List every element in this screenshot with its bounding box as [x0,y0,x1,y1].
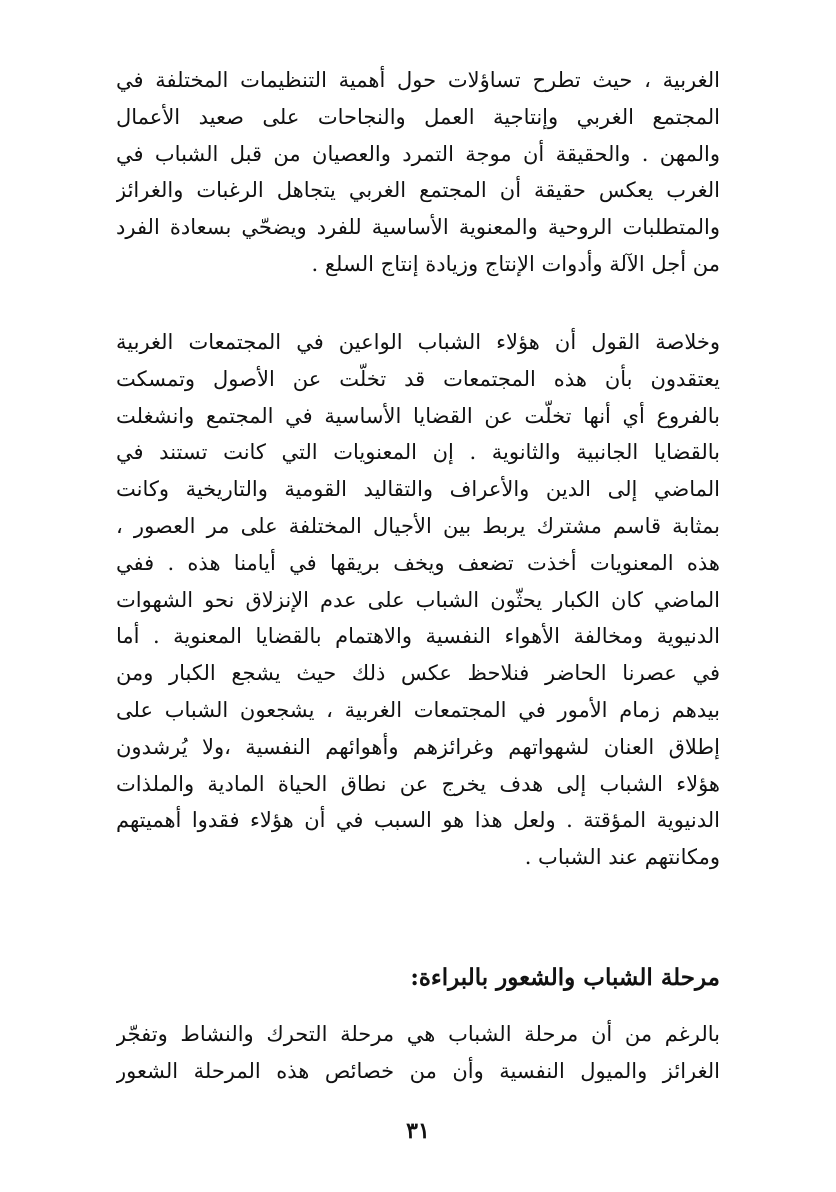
paragraph [116,1016,720,1090]
paragraph-line: في عصرنا الحاضر فنلاحظ عكس ذلك حيث يشجع الكبار ومن [116,661,720,686]
page-number: ٣١ [406,1118,430,1144]
paragraph-line: بالفروع أي أنها تخلّت عن القضايا الأساسية في المجتمع وانشغلت [116,403,720,428]
paragraph-line: هؤلاء الشباب إلى هدف يخرج عن نطاق الحياة المادية والملذات [116,771,720,796]
paragraph-line: بالرغم من أن مرحلة الشباب هي مرحلة التحرك والنشاط وتفجّر [116,1022,720,1046]
paragraph-line: الماضي إلى الدين والأعراف والتقاليد القومية والتاريخية وكانت [116,477,720,502]
paragraph-youth-stage [116,1016,720,1090]
paragraph [116,62,720,283]
paragraph-line: الغربية ، حيث تطرح تساؤلات حول أهمية التنظيمات المختلفة في [116,68,720,92]
section-heading: مرحلة الشباب والشعور بالبراءة: [410,964,720,991]
paragraph-line: الغرب يعكس حقيقة أن المجتمع الغربي يتجاهل الرغبات والغرائز [116,178,720,203]
paragraph-line: بالقضايا الجانبية والثانوية . إن المعنويات التي كانت تستند في [116,440,720,465]
paragraph-conclusion [116,324,720,876]
paragraph-line: إطلاق العنان لشهواتهم وغرائزهم وأهوائهم النفسية ،ولا يُرشدون [116,734,720,759]
paragraph-line: هذه المعنويات أخذت تضعف ويخف بريقها في أيامنا هذه . ففي [116,550,720,575]
paragraph-line: من أجل الآلة وأدوات الإنتاج وزيادة إنتاج السلع . [311,251,720,276]
paragraph-line: المجتمع الغربي وإنتاجية العمل والنجاحات على صعيد الأعمال [116,104,720,129]
paragraph-line: والمهن . والحقيقة أن موجة التمرد والعصيان من قبل الشباب في [116,141,720,166]
paragraph-western-society [116,62,720,283]
paragraph-line: ومكانتهم عند الشباب . [524,845,720,870]
paragraph-line: الغرائز والميول النفسية وأن من خصائص هذه المرحلة الشعور [116,1058,720,1083]
paragraph-line: الماضي كان الكبار يحثّون الشباب على عدم الإنزلاق نحو الشهوات [116,587,720,612]
paragraph-line: بيدهم زمام الأمور في المجتمعات الغربية ، يشجعون الشباب على [116,697,720,722]
section-heading-block [116,958,720,998]
paragraph-line: بمثابة قاسم مشترك يربط بين الأجيال المختلفة على مر العصور ، [116,513,720,538]
paragraph-line: الدنيوية ومخالفة الأهواء النفسية والاهتمام بالقضايا المعنوية . أما [116,624,720,649]
paragraph-line: وخلاصة القول أن هؤلاء الشباب الواعين في المجتمعات الغربية [116,330,720,354]
paragraph [116,324,720,876]
paragraph-line: الدنيوية المؤقتة . ولعل هذا هو السبب في أن هؤلاء فقدوا أهميتهم [116,808,720,833]
paragraph-line: والمتطلبات الروحية والمعنوية الأساسية للفرد ويضحّي بسعادة الفرد [116,215,720,240]
paragraph-line: يعتقدون بأن هذه المجتمعات قد تخلّت عن الأصول وتمسكت [116,366,720,391]
